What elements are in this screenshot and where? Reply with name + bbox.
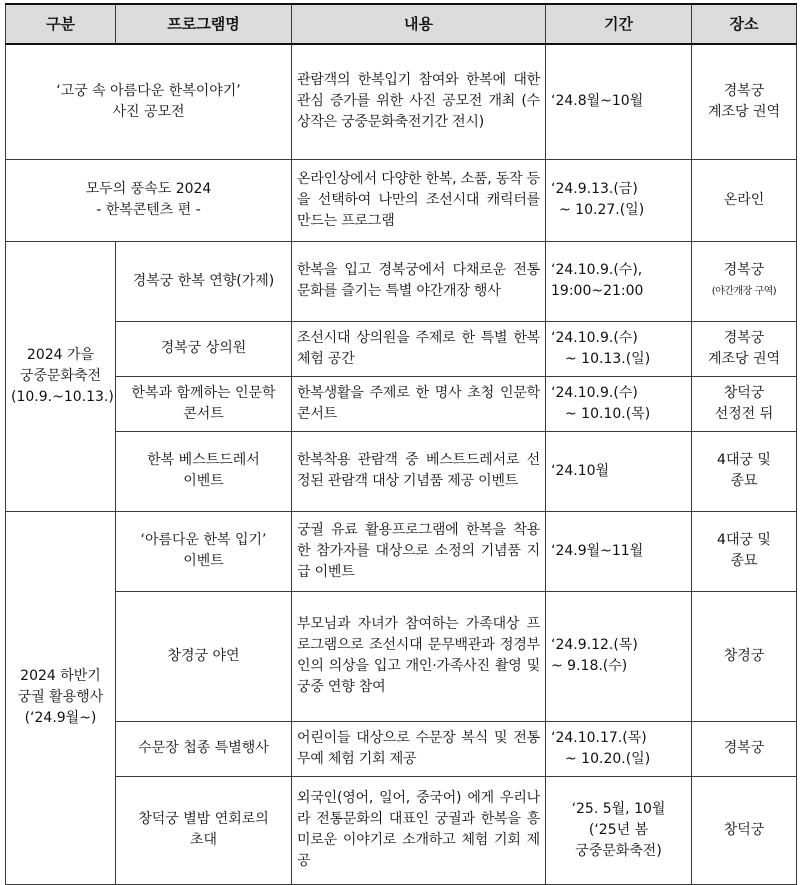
period-cell: ‘24.9월~11월 (546, 511, 692, 591)
period-cell: ‘24.10.9.(수), 19:00~21:00 (546, 241, 692, 321)
place-cell: 경복궁 (야간개장 구역) (692, 241, 797, 321)
place-note: (야간개장 구역) (711, 286, 777, 297)
period-cell: ‘24.9.12.(목) ~ 9.18.(수) (546, 591, 692, 721)
period-cell: ‘24.10월 (546, 431, 692, 511)
table-row (6, 159, 797, 241)
table-row (6, 431, 797, 511)
content-cell: 온라인상에서 다양한 한복, 소품, 동작 등을 선택하여 나만의 조선시대 캐릭터를 만드는 프로그램 (292, 159, 546, 241)
period-cell: ‘24.10.9.(수) ~ 10.13.(일) (546, 321, 692, 376)
program-cell: 경복궁 상의원 (116, 321, 292, 376)
program-cell: 수문장 첩종 특별행사 (116, 721, 292, 776)
program-cell: 창경궁 야연 (116, 591, 292, 721)
program-table (5, 3, 797, 885)
table-row (6, 44, 797, 159)
program-cell: 한복과 함께하는 인문학 콘서트 (116, 376, 292, 431)
header-place: 장소 (692, 4, 797, 44)
table-row (6, 321, 797, 376)
place-cell: 경복궁 계조당 권역 (692, 321, 797, 376)
program-cell: ‘아름다운 한복 입기’ 이벤트 (116, 511, 292, 591)
place-cell: 경복궁 (692, 721, 797, 776)
place-cell: 창덕궁 (692, 776, 797, 884)
header-category: 구분 (6, 4, 116, 44)
content-cell: 한복을 입고 경복궁에서 다채로운 전통문화를 즐기는 특별 야간개장 행사 (292, 241, 546, 321)
place-cell: 창덕궁 선정전 뒤 (692, 376, 797, 431)
content-cell: 한복착용 관람객 중 베스트드레서로 선정된 관람객 대상 기념품 제공 이벤트 (292, 431, 546, 511)
group-cell: 2024 하반기 궁궐 활용행사 (‘24.9월~) (6, 511, 116, 884)
table-row (6, 776, 797, 884)
program-cell: 경복궁 한복 연향(가제) (116, 241, 292, 321)
place-cell: 경복궁 계조당 권역 (692, 44, 797, 159)
place-cell: 온라인 (692, 159, 797, 241)
place-cell: 창경궁 (692, 591, 797, 721)
header-row (6, 4, 797, 44)
group-cell: 2024 가을 궁중문화축전 (10.9.~10.13.) (6, 241, 116, 511)
program-cell: 한복 베스트드레서 이벤트 (116, 431, 292, 511)
period-cell: ‘24.8월~10월 (546, 44, 692, 159)
header-content: 내용 (292, 4, 546, 44)
place-cell: 4대궁 및 종묘 (692, 431, 797, 511)
period-cell: ‘25. 5월, 10월 (‘25년 봄 궁중문화축전) (546, 776, 692, 884)
table-row (6, 721, 797, 776)
header-program-name: 프로그램명 (116, 4, 292, 44)
period-cell: ‘24.9.13.(금) ~ 10.27.(일) (546, 159, 692, 241)
content-cell: 궁궐 유료 활용프로그램에 한복을 착용한 참가자를 대상으로 소정의 기념품 지급 이벤트 (292, 511, 546, 591)
header-period: 기간 (546, 4, 692, 44)
place-cell: 4대궁 및 종묘 (692, 511, 797, 591)
program-cell: 창덕궁 별밤 연회로의 초대 (116, 776, 292, 884)
table-row (6, 511, 797, 591)
content-cell: 한복생활을 주제로 한 명사 초청 인문학 콘서트 (292, 376, 546, 431)
content-cell: 관람객의 한복입기 참여와 한복에 대한 관심 증가를 위한 사진 공모전 개최 (수상작은 궁중문화축전기간 전시) (292, 44, 546, 159)
content-cell: 어린이들 대상으로 수문장 복식 및 전통무예 체험 기회 제공 (292, 721, 546, 776)
content-cell: 조선시대 상의원을 주제로 한 특별 한복 체험 공간 (292, 321, 546, 376)
table-row (6, 376, 797, 431)
category-cell: ‘고궁 속 아름다운 한복이야기’ 사진 공모전 (6, 44, 292, 159)
category-cell: 모두의 풍속도 2024 - 한복콘텐츠 편 - (6, 159, 292, 241)
period-cell: ‘24.10.9.(수) ~ 10.10.(목) (546, 376, 692, 431)
table-row (6, 591, 797, 721)
content-cell: 부모님과 자녀가 참여하는 가족대상 프로그램으로 조선시대 문무백관과 정경부인의 의상을 입고 개인·가족사진 촬영 및 궁중 연향 참여 (292, 591, 546, 721)
period-cell: ‘24.10.17.(목) ~ 10.20.(일) (546, 721, 692, 776)
content-cell: 외국인(영어, 일어, 중국어) 에게 우리나라 전통문화의 대표인 궁궐과 한복을 흥미로운 이야기로 소개하고 체험 기회 제공 (292, 776, 546, 884)
table-row (6, 241, 797, 321)
